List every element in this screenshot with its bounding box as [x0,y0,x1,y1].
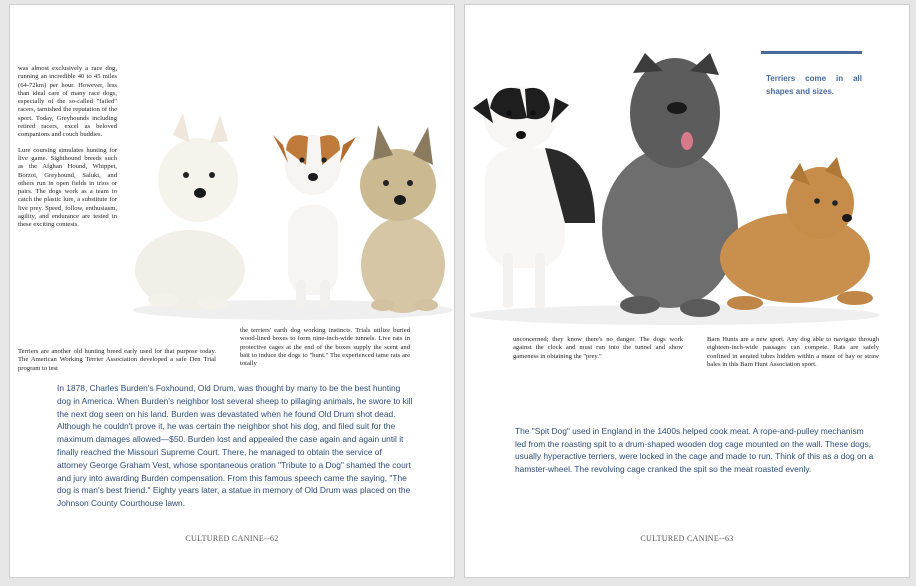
left-page-footer: CULTURED CANINE--62 [185,534,279,543]
old-drum-story: In 1878, Charles Burden's Foxhound, Old Drum, was thought by many to be the best hunting dog in America. When Burden's neighbor lost several sheep to pillaging animals, he swore to kill the next dog seen on his land. Burden was devastated when he found Old Drum shot dead. Although he couldn't prove it, he was certain the neighbor shot his dog, and filed suit for the maximum damages allowed—$50. Burden lost and appealed the case again and again until it finally reached the Missouri Supreme Court. There, he managed to obtain the service of attorney George Graham Vest, whose spontaneous oration "Tribute to a Dog" shamed the court and jury into awarding Burden compensation. From this famous speech came the saying, "The dog is man's best friend." Eighty years later, a statue in memory of Old Drum was placed on the Johnson County Courthouse lawn. [57,383,413,509]
left-col1-paragraph-1: was almost exclusively a race dog, running an incredible 40 to 45 miles (64-72km) per hour. However, less than ideal care of many race dogs, especially of the so-called "failed" racers, tarnished the reputation of the sport. Today, Greyhounds including retired racers, excel as beloved companions and couch buddies. [18,65,117,139]
left-page [9,4,455,578]
lakeland-terrier-dog [720,157,873,310]
left-text-bottom-col-2: the terriers' earth dog working instincts. Trials utilize buried wood-lined boxes to form nine-inch-wide tunnels. Live rats in protective cages at the end of the boxes supply the scent and bait to induce the dogs to "hunt." The experienced tame rats are totally [240,327,410,368]
cairn-terrier-dog [360,125,445,313]
pull-quote: Terriers come in all shapes and sizes. [766,74,862,96]
right-page [464,4,910,578]
right-text-column-1: unconcerned; they know there's no danger. The dogs work against the clock and must run into the tunnel and show gameness in obtaining the "prey." [513,336,683,360]
three-terriers-right-photo [465,53,885,328]
westie-dog [135,113,245,310]
spit-dog-story: The "Spit Dog" used in England in the 1400s helped cook meat. A rope-and-pulley mechanism led from the roasting spit to a drum-shaped wooden dog cage mounted on the wall. These dogs, usually hyperactive terriers, were locked in the cage and made to run. Think of this as a dog on a hamster-wheel. The revolving cage cranked the spit so the meat roasted evenly. [515,426,874,474]
kerry-blue-terrier-dog [602,53,738,317]
left-col1-paragraph-2: Lure coursing simulates hunting for live game. Sighthound breeds such as the Afghan Hound, Whippet, Borzoi, Greyhound, Saluki, and others run in open fields in trios or pairs. The dogs work as a team to catch the plastic lure, a substitute for live prey. Speed, follow, enthusiasm, agility, and endurance are tested in these exciting contests. [18,146,117,229]
right-text-column-2: Barn Hunts are a new sport. Any dog able to navigate through eighteen-inch-wide passages can compete. Rats are safely confined in aerated tubes hidden within a maze of hay or straw bales in this Barn Hunt Association sport. [707,336,879,368]
left-text-bottom-col-1: Terriers are another old hunting breed early used for that purpose today. The American Working Terrier Association developed a safe Den Trial program to test [18,348,216,372]
left-text-column-1 [18,65,117,237]
three-terriers-photo [128,105,455,325]
right-page-footer: CULTURED CANINE--63 [640,534,734,543]
jack-russell-dog [273,135,356,310]
fox-terrier-dog [473,86,595,308]
